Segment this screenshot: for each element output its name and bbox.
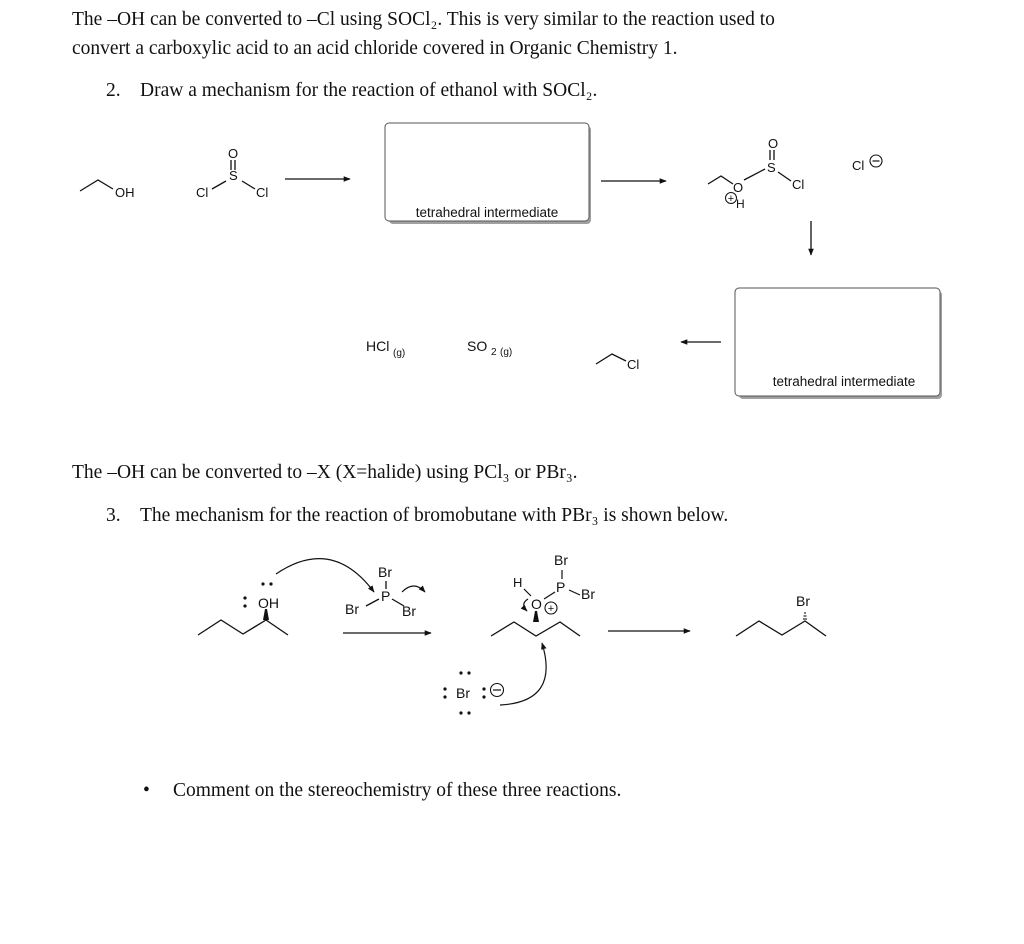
pbr3-br-right-label: Br [402, 603, 416, 619]
curved-arrow-3-icon [524, 599, 528, 611]
so2-label: SO [467, 338, 488, 354]
hcl-label: HCl [366, 338, 390, 354]
oxonium-intermediate [708, 136, 804, 211]
thionyl-chloride [196, 146, 268, 200]
so2-byproduct [467, 338, 512, 358]
box-2-label: tetrahedral intermediate [772, 374, 916, 389]
curved-arrow-4-icon [500, 643, 546, 705]
question-3-text: The mechanism for the reaction of bromobutane with PBr₃ is shown below. [140, 505, 729, 526]
oxonium-h-label: H [736, 197, 745, 211]
so2-subscript: 2 [491, 347, 497, 358]
intro-line-1: The –OH can be converted to –Cl using SOCl₂. This is very similar to the reaction used to [72, 9, 775, 30]
pbr3-p-label: P [381, 588, 391, 604]
bromide-nucleophile [443, 643, 546, 715]
bullet-text: Comment on the stereochemistry of these three reactions. [173, 780, 622, 801]
ethanol [80, 180, 113, 191]
bromide-label: Br [456, 685, 470, 701]
bromobutane-product [736, 593, 826, 636]
hcl-byproduct [366, 338, 405, 359]
chloride-ion-label: Cl [852, 158, 865, 173]
butanol-reactant [198, 582, 288, 635]
ethanol-oh-label: OH [115, 185, 135, 200]
chloride-ion [852, 155, 882, 173]
intermediate-charge: + [547, 603, 555, 615]
hcl-phase: (g) [393, 348, 406, 359]
intermediate-p-label: P [556, 579, 566, 595]
pbr3-br-left-label: Br [345, 601, 359, 617]
product-br-label: Br [796, 593, 810, 609]
alcohol-oh-label: OH [258, 595, 279, 611]
intermediate-br-top-label: Br [554, 552, 568, 568]
oxonium-o-top-label: O [768, 136, 779, 151]
pbr3 [345, 564, 425, 619]
phosphite-intermediate [491, 552, 595, 636]
box-1-label: tetrahedral intermediate [415, 205, 559, 220]
bullet-icon: • [143, 780, 150, 801]
curved-arrow-2-icon [402, 586, 425, 592]
so2-phase: (g) [500, 347, 513, 358]
intermediate-br-right-label: Br [581, 586, 595, 602]
socl2-cl-right-label: Cl [256, 185, 269, 200]
socl2-o-label: O [228, 146, 239, 161]
intermediate-h-label: H [513, 575, 523, 590]
oxonium-charge: + [727, 193, 735, 205]
question-3-number: 3. [106, 505, 121, 526]
socl2-cl-left-label: Cl [196, 185, 209, 200]
curved-arrow-1-icon [276, 559, 374, 592]
chloroethane-product [596, 354, 639, 372]
intro-2: The –OH can be converted to –X (X=halide) using PCl₃ or PBr₃. [72, 462, 578, 483]
oxonium-s-label: S [767, 160, 776, 175]
question-2-number: 2. [106, 80, 121, 101]
oxonium-o-label: O [733, 180, 744, 195]
product-cl-label: Cl [627, 357, 640, 372]
pbr3-br-top-label: Br [378, 564, 392, 580]
intermediate-o-label: O [531, 596, 542, 612]
question-2-text: Draw a mechanism for the reaction of ethanol with SOCl₂. [140, 80, 598, 101]
socl2-s-label: S [229, 168, 238, 183]
oxonium-cl-label: Cl [792, 177, 805, 192]
intro-line-2: convert a carboxylic acid to an acid chloride covered in Organic Chemistry 1. [72, 38, 678, 59]
